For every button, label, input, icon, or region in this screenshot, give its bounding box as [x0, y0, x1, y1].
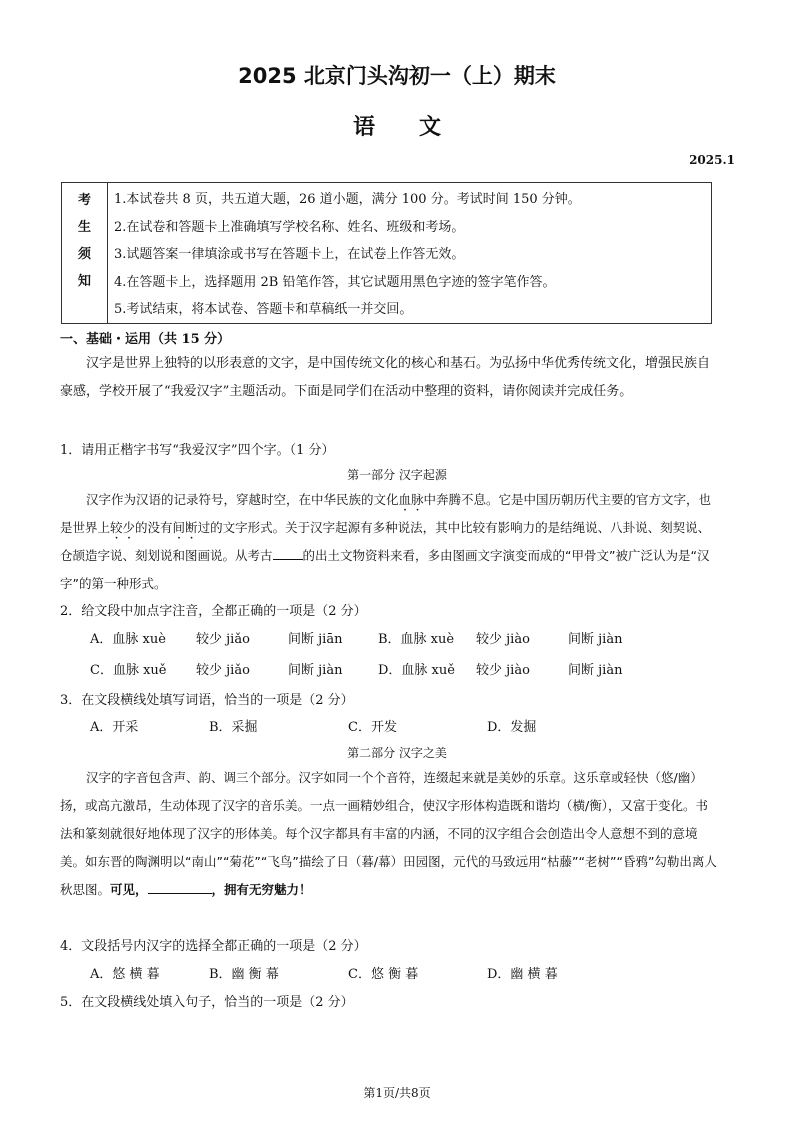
q4-option[interactable]: D．幽 横 暮 — [487, 967, 558, 982]
q3-option[interactable]: C．开发 — [348, 720, 397, 735]
answer-blank[interactable] — [273, 547, 303, 560]
dotted-word: 较少 — [110, 520, 136, 535]
part1-paragraph — [60, 486, 720, 598]
question-1: 1．请用正楷字书写“我爱汉字”四个字。（1 分） — [60, 443, 335, 458]
notice-label — [62, 183, 108, 323]
q2-option[interactable]: 间断 jiàn — [568, 632, 623, 647]
part1-title: 第一部分 汉字起源 — [347, 468, 447, 482]
text-span: 的出土文物资料来看，多由图画文字演变而成的“甲骨文”被广泛认为是“汉字”的第一种形式。 — [60, 548, 710, 591]
q4-option[interactable]: B．幽 衡 幕 — [209, 967, 279, 982]
part2-paragraph — [60, 764, 720, 904]
q3-options — [90, 716, 536, 735]
question-2: 2．给文段中加点字注音，全都正确的一项是（2 分） — [60, 604, 367, 619]
notice-label-char: 考 — [77, 193, 91, 208]
q2-option[interactable]: 较少 jiǎo — [196, 663, 250, 678]
subject-title: 语文 — [352, 115, 485, 140]
question-3: 3．在文段横线处填写词语，恰当的一项是（2 分） — [60, 693, 354, 708]
q2-option[interactable]: 较少 jiǎo — [196, 632, 250, 647]
q2-option[interactable]: 间断 jiàn — [568, 663, 623, 678]
notice-item: 5.考试结束，将本试卷、答题卡和草稿纸一并交回。 — [114, 302, 413, 317]
bold-text: 可见， — [110, 882, 148, 897]
exam-date: 2025.1 — [689, 153, 735, 167]
text-span: 汉字的字音包含声、韵、调三个部分。汉字如同一个个音符，连缀起来就是美妙的乐章。这乐章或轻快（悠/幽）扬，或高亢激昂，生动体现了汉字的音乐美。一点一画精妙组合，使汉字形体构造既和谐均（横/衡），又富于变化。书法和篆刻就很好地体现了汉字的形体美。每个汉字都具有丰富的内涵，不同的汉字组合会创造出令人意想不到的意境美。如东晋的陶渊明以“南山”“菊花”“飞鸟”描绘了日（暮/幕）田园图，元代的马致远用“枯藤”“老树”“昏鸦”勾勒出离人秋思图。 — [60, 770, 717, 897]
intro-paragraph: 汉字是世界上独特的以形表意的文字，是中国传统文化的核心和基石。为弘扬中华优秀传统文化，增强民族自豪感，学校开展了“我爱汉字”主题活动。下面是同学们在活动中整理的资料，请你阅读并完成任务。 — [60, 356, 711, 399]
q2-option[interactable]: B．血脉 xuè — [378, 632, 455, 647]
answer-blank[interactable] — [148, 881, 212, 894]
q2-option[interactable]: D．血脉 xuě — [378, 663, 455, 678]
notice-item: 4.在答题卡上，选择题用 2B 铅笔作答，其它试题用黑色字迹的签字笔作答。 — [114, 274, 556, 290]
q2-option[interactable]: A．血脉 xuè — [90, 632, 166, 647]
notice-item: 1.本试卷共 8 页，共五道大题，26 道小题，满分 100 分。考试时间 150 分钟。 — [114, 192, 581, 207]
q2-option[interactable]: 间断 jiān — [288, 632, 343, 647]
page-number: 第1页/共8页 — [363, 1086, 431, 1100]
q2-option[interactable]: 间断 jiàn — [288, 663, 343, 678]
q3-option[interactable]: D．发掘 — [487, 720, 537, 735]
text-span: 的没有 — [135, 520, 173, 535]
q2-option[interactable]: 较少 jiào — [476, 632, 530, 647]
page-title: 2025 北京门头沟初一（上）期末 — [238, 64, 556, 88]
q2-option-row — [90, 659, 622, 678]
notice-item: 2.在试卷和答题卡上准确填写学校名称、姓名、班级和考场。 — [114, 219, 465, 235]
q3-option[interactable]: A．开采 — [90, 720, 139, 735]
notice-items — [114, 186, 707, 324]
question-4: 4．文段括号内汉字的选择全都正确的一项是（2 分） — [60, 939, 367, 954]
q3-option[interactable]: B．采掘 — [209, 720, 258, 735]
question-5: 5．在文段横线处填入句子，恰当的一项是（2 分） — [60, 995, 354, 1010]
dotted-word: 间断 — [172, 520, 198, 535]
part2-title: 第二部分 汉字之美 — [347, 746, 447, 760]
dotted-word: 血脉 — [398, 492, 424, 507]
q2-option[interactable]: 较少 jiào — [476, 663, 530, 678]
notice-label-char: 知 — [77, 274, 91, 289]
text-span: 过的文字形式。关于汉字起源有多种说法，其中比较有影响力的是结绳说、八卦说、刻契说、仓颉造字说、刻划说和图画说。从考古 — [60, 520, 711, 563]
section-heading: 一、基础・运用（共 15 分） — [60, 332, 231, 347]
q4-option[interactable]: C．悠 衡 暮 — [348, 967, 419, 982]
text-span: 中奔腾不息。它是中国历朝历代主要的官方文字，也是世界上 — [60, 492, 712, 535]
q4-options — [90, 963, 558, 982]
notice-label-char: 生 — [77, 220, 91, 235]
q2-option[interactable]: C．血脉 xuě — [90, 663, 167, 678]
notice-label-char: 须 — [77, 247, 91, 262]
q4-option[interactable]: A．悠 横 暮 — [90, 967, 160, 982]
bold-text: ，拥有无穷魅力！ — [211, 882, 312, 897]
q2-option-row — [90, 628, 622, 647]
text-span: 汉字作为汉语的记录符号，穿越时空，在中华民族的文化 — [86, 492, 399, 507]
notice-box — [61, 182, 712, 324]
notice-item: 3.试题答案一律填涂或书写在答题卡上，在试卷上作答无效。 — [114, 247, 465, 262]
